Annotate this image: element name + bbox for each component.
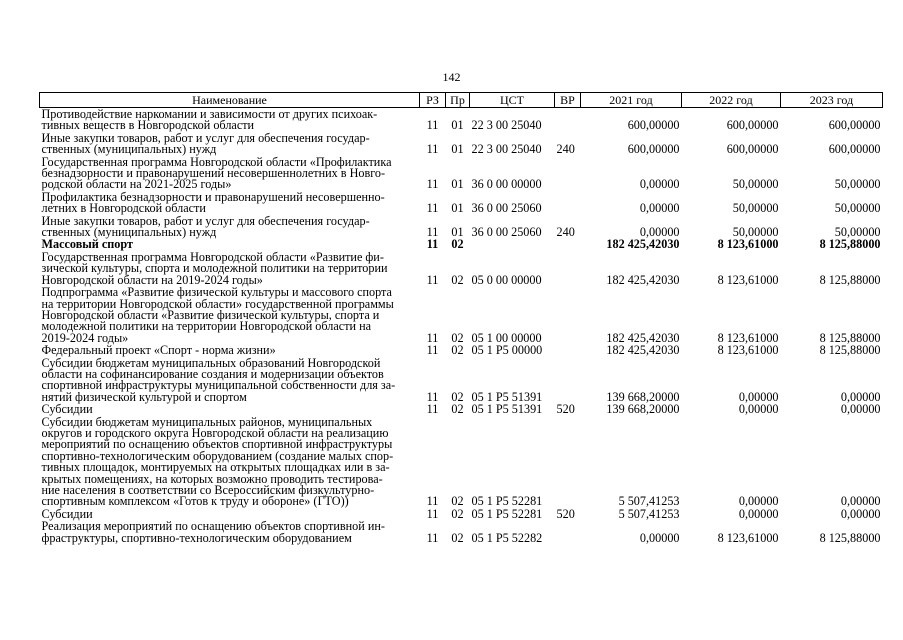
row-rz: 11 xyxy=(426,201,439,216)
row-name: Противодействие наркомании и зависимости от других психоак- тивных веществ в Новгородской области xyxy=(41,107,378,133)
row-value-2021: 182 425,42030 xyxy=(606,343,680,358)
row-name: Подпрограмма «Развитие физической культуры и массового спорта на территории Новгородской области» государственной программы Новгородской области «Развитие физической культуры, спорта и молодежной политики на территории Новгородской области на 2019-2024 годы» xyxy=(41,285,394,345)
row-pr: 01 xyxy=(451,201,464,216)
row-pr: 01 xyxy=(451,142,464,157)
row-name: Профилактика безнадзорности и правонарушений несовершенно- летних в Новгородской области xyxy=(41,189,385,216)
table-row xyxy=(40,357,883,404)
row-name: Реализация мероприятий по оснащению объектов спортивной ин- фраструктуры, спортивно-технологическим оборудованием xyxy=(41,519,385,545)
row-rz: 11 xyxy=(426,177,439,192)
table-row xyxy=(40,156,883,191)
row-pr: 02 xyxy=(451,389,464,404)
column-header-cst: ЦСТ xyxy=(470,93,555,108)
row-value-2022: 50,00000 xyxy=(732,201,779,216)
column-header-pr: Пр xyxy=(446,93,470,108)
row-value-2023: 8 125,88000 xyxy=(819,530,881,545)
table-row xyxy=(40,403,883,415)
row-rz: 11 xyxy=(426,343,439,358)
row-value-2021: 600,00000 xyxy=(627,118,680,133)
row-value-2023: 0,00000 xyxy=(840,494,881,509)
row-value-2022: 50,00000 xyxy=(732,225,779,240)
column-header-2021: 2021 год xyxy=(581,93,682,108)
table-row xyxy=(40,520,883,544)
table-row xyxy=(40,108,883,132)
row-value-2023: 8 125,88000 xyxy=(819,343,881,358)
row-cst: 22 3 00 25040 xyxy=(471,118,542,133)
row-cst: 05 1 P5 52281 xyxy=(471,506,543,521)
row-name: Субсидии бюджетам муниципальных образований Новгородской области на софинансирование создания и модернизации объектов спортивной инфраструктуры муниципальной собственности для за- нятий физической культурой и спортом xyxy=(41,355,396,404)
column-header-2023: 2023 год xyxy=(781,93,883,108)
row-value-2023: 600,00000 xyxy=(828,118,881,133)
row-vr xyxy=(555,238,581,250)
row-rz: 11 xyxy=(426,506,439,521)
row-vr xyxy=(555,520,581,544)
row-value-2021: 139 668,20000 xyxy=(606,402,680,417)
row-name: Государственная программа Новгородской области «Развитие фи- зической культуры, спорта и молодежной политики на территории Новгородской области на 2019-2024 годы» xyxy=(41,249,388,287)
row-rz: 11 xyxy=(426,389,439,404)
row-rz: 11 xyxy=(426,330,439,345)
row-cst: 05 1 P5 51391 xyxy=(471,389,543,404)
row-value-2021: 0,00000 xyxy=(639,225,680,240)
row-pr: 02 xyxy=(451,272,464,287)
row-value-2021: 0,00000 xyxy=(639,177,680,192)
row-value-2022: 8 123,61000 xyxy=(717,343,779,358)
row-cst: 36 0 00 25060 xyxy=(471,201,542,216)
row-name: Субсидии бюджетам муниципальных районов, муниципальных округов и городского округа Новгородской области на реализацию мероприятий по оснащению объектов спортивной инфраструктуры спортивно-технологическим оборудованием (создание малых спор- тивных площадок, монтируемых на открытых площадках или в за- крытых помещениях, на которых возможно проводить тестирова- ние населения в соответствии со Всероссийским физкультурно- спортивным комплексом «Готов к труду и обороне» (ГТО)) xyxy=(41,414,394,509)
row-vr xyxy=(555,191,581,215)
row-cst: 36 0 00 00000 xyxy=(471,177,542,192)
row-vr: 240 xyxy=(556,225,575,240)
row-cst xyxy=(470,238,555,250)
column-header-name: Наименование xyxy=(40,93,420,108)
row-value-2022: 8 123,61000 xyxy=(717,530,779,545)
row-vr: 240 xyxy=(556,142,575,157)
table-row xyxy=(40,416,883,508)
row-name: Федеральный проект «Спорт - норма жизни» xyxy=(41,343,276,358)
row-value-2023: 50,00000 xyxy=(834,201,881,216)
row-value-2023: 8 125,88000 xyxy=(819,237,881,252)
row-name: Иные закупки товаров, работ и услуг для обеспечения государ- ственных (муниципальных) нужд xyxy=(41,130,370,157)
row-rz: 11 xyxy=(426,494,439,509)
row-value-2021: 139 668,20000 xyxy=(606,389,680,404)
row-value-2022: 0,00000 xyxy=(738,402,779,417)
row-value-2022: 8 123,61000 xyxy=(717,237,779,252)
row-vr xyxy=(555,251,581,286)
table-row xyxy=(40,251,883,286)
row-value-2022: 50,00000 xyxy=(732,177,779,192)
row-name: Государственная программа Новгородской области «Профилактика безнадзорности и правонарушений несовершеннолетних в Новго- родской области на 2021-2025 годы» xyxy=(41,154,392,192)
row-value-2022: 8 123,61000 xyxy=(717,330,779,345)
table-body xyxy=(40,108,883,545)
row-value-2023: 8 125,88000 xyxy=(819,330,881,345)
row-value-2021: 182 425,42030 xyxy=(606,237,680,252)
row-name: Субсидии xyxy=(41,402,93,417)
row-value-2022: 0,00000 xyxy=(738,389,779,404)
row-vr: 520 xyxy=(556,506,575,521)
row-cst: 05 1 P5 00000 xyxy=(471,343,543,358)
row-value-2022: 600,00000 xyxy=(726,118,779,133)
row-vr xyxy=(555,357,581,404)
row-vr xyxy=(555,416,581,508)
row-value-2023: 0,00000 xyxy=(840,389,881,404)
row-pr: 02 xyxy=(451,330,464,345)
row-value-2023: 0,00000 xyxy=(840,402,881,417)
row-rz: 11 xyxy=(426,225,439,240)
table-row xyxy=(40,286,883,344)
column-header-rz: РЗ xyxy=(420,93,446,108)
row-rz: 11 xyxy=(426,118,439,133)
table-row xyxy=(40,238,883,250)
row-pr: 01 xyxy=(451,118,464,133)
row-value-2021: 182 425,42030 xyxy=(606,330,680,345)
row-rz: 11 xyxy=(426,237,439,252)
row-pr: 02 xyxy=(451,237,464,252)
row-cst: 36 0 00 25060 xyxy=(471,225,542,240)
row-value-2021: 0,00000 xyxy=(639,201,680,216)
row-cst: 05 1 P5 52282 xyxy=(471,530,543,545)
row-value-2023: 0,00000 xyxy=(840,506,881,521)
row-value-2021: 5 507,41253 xyxy=(618,494,680,509)
row-pr: 01 xyxy=(451,177,464,192)
table-row xyxy=(40,215,883,239)
row-cst: 05 0 00 00000 xyxy=(471,272,542,287)
row-value-2022: 0,00000 xyxy=(738,494,779,509)
table-header-row xyxy=(40,93,883,108)
row-pr: 02 xyxy=(451,402,464,417)
row-cst: 05 1 00 00000 xyxy=(471,330,542,345)
row-value-2023: 50,00000 xyxy=(834,177,881,192)
row-vr xyxy=(555,108,581,132)
row-value-2023: 8 125,88000 xyxy=(819,272,881,287)
row-rz: 11 xyxy=(426,530,439,545)
page-number: 142 xyxy=(442,70,461,84)
row-vr xyxy=(555,344,581,356)
row-pr: 01 xyxy=(451,225,464,240)
row-value-2021: 5 507,41253 xyxy=(618,506,680,521)
row-rz: 11 xyxy=(426,272,439,287)
row-value-2021: 0,00000 xyxy=(639,530,680,545)
row-value-2022: 0,00000 xyxy=(738,506,779,521)
column-header-2022: 2022 год xyxy=(682,93,781,108)
row-value-2022: 8 123,61000 xyxy=(717,272,779,287)
row-name: Субсидии xyxy=(41,506,93,521)
row-pr: 02 xyxy=(451,506,464,521)
row-value-2022: 600,00000 xyxy=(726,142,779,157)
row-pr: 02 xyxy=(451,530,464,545)
row-value-2021: 182 425,42030 xyxy=(606,272,680,287)
row-value-2023: 600,00000 xyxy=(828,142,881,157)
row-vr: 520 xyxy=(556,402,575,417)
column-header-vr: ВР xyxy=(555,93,581,108)
row-cst: 05 1 P5 51391 xyxy=(471,402,543,417)
row-name: Массовый спорт xyxy=(41,237,134,252)
table-row xyxy=(40,191,883,215)
row-name: Иные закупки товаров, работ и услуг для обеспечения государ- ственных (муниципальных) нужд xyxy=(41,213,370,240)
table-row xyxy=(40,132,883,156)
row-pr: 02 xyxy=(451,494,464,509)
row-vr xyxy=(555,156,581,191)
row-value-2023: 50,00000 xyxy=(834,225,881,240)
row-cst: 05 1 P5 52281 xyxy=(471,494,543,509)
budget-table xyxy=(39,92,883,544)
row-cst: 22 3 00 25040 xyxy=(471,142,542,157)
row-rz: 11 xyxy=(426,402,439,417)
row-rz: 11 xyxy=(426,142,439,157)
table-row xyxy=(40,344,883,356)
row-pr: 02 xyxy=(451,343,464,358)
row-value-2021: 600,00000 xyxy=(627,142,680,157)
row-vr xyxy=(555,286,581,344)
